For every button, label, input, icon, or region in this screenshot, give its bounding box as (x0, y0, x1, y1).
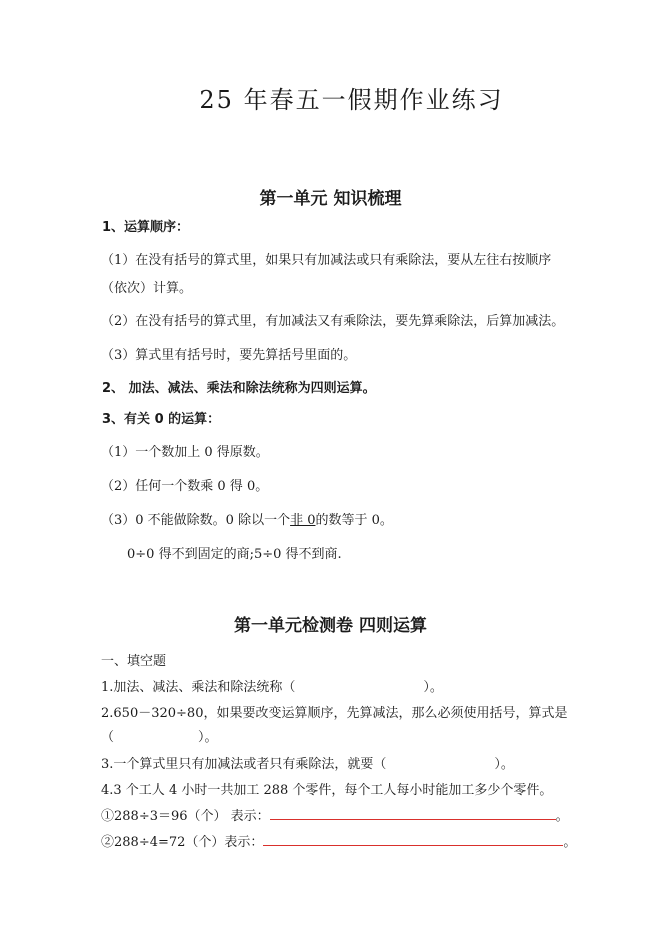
zero-rule3 (101, 509, 393, 528)
zero-note: 0÷0 得不到固定的商;5÷0 得不到商. (127, 547, 342, 562)
q4b-answer-line[interactable] (263, 833, 563, 846)
section1-heading: 第一单元 知识梳理 (259, 189, 402, 209)
q4a-answer-line[interactable] (270, 807, 556, 820)
rule1-line2: （依次）计算。 (101, 281, 193, 296)
zero-rule3-post: 的数等于 0。 (315, 513, 393, 528)
question-2-line2 (101, 726, 218, 745)
zero-rule3-pre: （3）0 不能做除数。0 除以一个 (101, 513, 291, 528)
question-1 (101, 676, 443, 695)
page-title: 25 年春五一假期作业练习 (199, 86, 504, 114)
question-4b (101, 831, 576, 850)
question-4: 4.3 个工人 4 小时一共加工 288 个零件，每个工人每小时能加工多少个零件。 (101, 783, 553, 798)
q4b-end: 。 (563, 835, 577, 850)
zero-rule3-underlined: 非 0 (290, 513, 316, 528)
rule3: （3）算式里有括号时，要先算括号里面的。 (101, 348, 357, 363)
q1-close: ）。 (423, 680, 443, 695)
q1-text: 1.加法、减法、乘法和除法统称（ (101, 680, 296, 695)
q4a-label: ①288÷3＝96（个） 表示： (101, 809, 270, 824)
q2-open: （ (101, 730, 115, 745)
section2-heading: 第一单元检测卷 四则运算 (234, 616, 427, 636)
zero-rule1: （1）一个数加上 0 得原数。 (101, 445, 269, 460)
question-3 (101, 753, 514, 772)
question-4a (101, 805, 569, 824)
q3-text: 3.一个算式里只有加减法或者只有乘除法，就要（ (101, 757, 387, 772)
rule1-line1: （1）在没有括号的算式里，如果只有加减法或只有乘除法，要从左往右按顺序 (101, 253, 552, 268)
part1-title: 一、填空题 (101, 654, 167, 669)
q4a-end: 。 (555, 809, 569, 824)
q2-close: ）。 (198, 730, 218, 745)
item3-title: 3、有关 0 的运算： (102, 412, 221, 427)
item2-title: 2、 加法、减法、乘法和除法统称为四则运算。 (102, 381, 376, 396)
rule2: （2）在没有括号的算式里，有加减法又有乘除法，要先算乘除法，后算加减法。 (101, 314, 565, 329)
q4b-label: ②288÷4=72（个）表示： (101, 835, 264, 850)
zero-rule2: （2）任何一个数乘 0 得 0。 (101, 479, 269, 494)
q3-close: ）。 (494, 757, 514, 772)
item1-title: 1、运算顺序： (102, 220, 190, 235)
question-2-line1: 2.650－320÷80，如果要改变运算顺序，先算减法，那么必须使用括号，算式是 (101, 706, 568, 721)
